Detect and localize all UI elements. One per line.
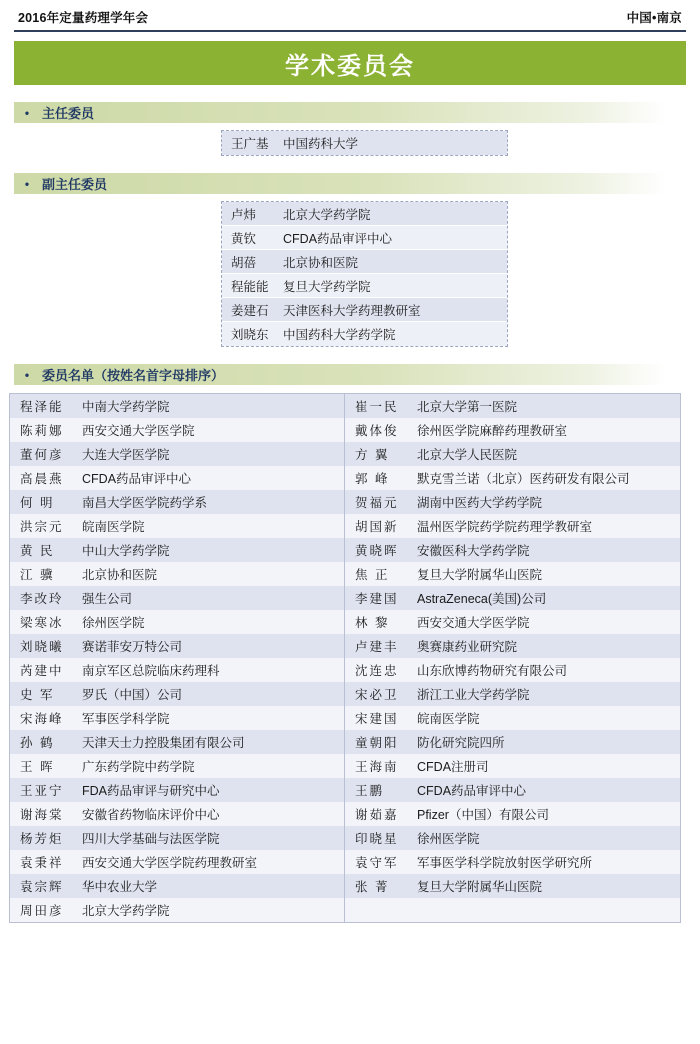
section-header-members [14,364,666,385]
list-item [222,226,507,250]
table-cell [345,754,680,778]
member-org: 西安交通大学医学院药理教研室 [82,856,258,870]
list-item [222,250,507,274]
member-name: 袁守军 [355,856,399,870]
member-name: 杨芳炬 [20,832,64,846]
member-org: 奥赛康药业研究院 [417,640,518,654]
member-name: 高晨燕 [20,472,64,486]
table-cell [345,850,680,874]
member-name: 黄晓晖 [355,544,399,558]
member-org: 北京协和医院 [283,255,359,270]
table-cell [345,658,680,682]
table-cell [345,826,680,850]
table-cell [345,706,680,730]
member-org: 湖南中医药大学药学院 [417,496,543,510]
member-org: 北京大学药学院 [82,904,170,918]
member-name: 卢建丰 [355,640,399,654]
table-row [10,610,680,634]
table-cell [10,778,345,802]
member-name: 陈莉娜 [20,424,64,438]
member-org: 皖南医学院 [82,520,145,534]
table-cell [10,466,345,490]
member-name: 谢海棠 [20,808,64,822]
member-name: 王 晖 [20,760,55,774]
table-row [10,706,680,730]
member-name: 何 明 [20,496,55,510]
table-row [10,586,680,610]
table-cell [10,754,345,778]
member-org: 安徽省药物临床评价中心 [82,808,220,822]
member-org: 默克雪兰诺（北京）医药研发有限公司 [417,472,630,486]
section-label-members: 委员名单（按姓名首字母排序） [42,368,225,383]
list-item [222,274,507,298]
page-title: 学术委员会 [14,41,686,85]
member-org: AstraZeneca(美国)公司 [417,592,547,606]
member-name: 王海南 [355,760,399,774]
bullet-icon: • [24,105,30,120]
member-name: 袁秉祥 [20,856,64,870]
member-name: 姜建石 [231,303,269,318]
bullet-icon: • [24,176,30,191]
member-org: 中国药科大学药学院 [283,328,396,342]
member-name: 谢茹嘉 [355,808,399,822]
page-header [14,0,686,32]
table-cell [10,418,345,442]
member-name: 李建国 [355,592,399,606]
table-row [10,418,680,442]
table-row [10,778,680,802]
member-name: 李改玲 [20,592,64,606]
list-item [222,322,507,346]
member-org: FDA药品审评与研究中心 [82,784,220,798]
table-cell [10,634,345,658]
table-cell [345,562,680,586]
member-org: CFDA药品审评中心 [82,472,192,486]
member-name: 江 骥 [20,568,55,582]
table-cell [345,538,680,562]
member-name: 胡蓓 [231,255,257,270]
member-name: 郭 峰 [355,472,390,486]
table-row [10,634,680,658]
section-header-chair [14,102,666,123]
table-cell [345,418,680,442]
member-name: 王亚宁 [20,784,64,798]
member-org: 天津医科大学药理教研室 [283,303,421,318]
member-org: 广东药学院中药学院 [82,760,195,774]
member-org: 军事医学科学院放射医学研究所 [417,856,593,870]
table-row [10,802,680,826]
member-name: 王鹏 [355,784,385,798]
member-name: 孙 鹤 [20,736,55,750]
member-name: 刘晓曦 [20,640,64,654]
member-name: 贺福元 [355,496,399,510]
member-org: 西安交通大学医学院 [82,424,195,438]
table-cell [10,802,345,826]
table-cell [345,730,680,754]
member-name: 洪宗元 [20,520,64,534]
member-name: 林 黎 [355,616,390,630]
table-row [10,466,680,490]
header-location: 中国•南京 [626,11,682,25]
table-row [10,538,680,562]
member-org: 复旦大学附属华山医院 [417,568,543,582]
member-org: 华中农业大学 [82,880,158,894]
table-cell [10,730,345,754]
member-name: 程能能 [231,279,269,294]
table-cell [10,682,345,706]
member-name: 梁寒冰 [20,616,64,630]
member-org: 西安交通大学医学院 [417,616,530,630]
member-name: 刘晓东 [231,328,269,342]
member-name: 袁宗辉 [20,880,64,894]
member-name: 史 军 [20,688,55,702]
member-org: 赛诺菲安万特公司 [82,640,183,654]
table-row [10,898,680,922]
section-label-vice-chair: 副主任委员 [42,177,108,192]
table-row [10,490,680,514]
member-org: 南昌大学医学院药学系 [82,496,208,510]
member-name: 芮建中 [20,664,64,678]
member-org: 温州医学院药学院药理学教研室 [417,520,593,534]
table-cell [345,802,680,826]
member-org: 中国药科大学 [283,137,359,151]
table-cell [10,658,345,682]
table-row [10,730,680,754]
table-cell [10,610,345,634]
member-org: 中山大学药学院 [82,544,170,558]
table-cell [345,394,680,418]
member-org: 北京大学人民医院 [417,448,518,462]
member-name: 方 翼 [355,448,390,462]
member-name: 戴体俊 [355,424,399,438]
table-cell [10,394,345,418]
member-name: 沈连忠 [355,664,399,678]
member-org: 徐州医学院 [417,832,480,846]
member-name: 童朝阳 [355,736,399,750]
header-conference-name: 2016年定量药理学年会 [18,11,149,25]
member-org: 北京大学第一医院 [417,400,518,414]
member-org: 安徽医科大学药学院 [417,544,530,558]
section-header-vice-chair [14,173,666,194]
table-cell [10,706,345,730]
member-org: 南京军区总院临床药理科 [82,664,220,678]
table-cell [10,562,345,586]
member-org: 北京大学药学院 [283,207,371,222]
member-name: 印晓星 [355,832,399,846]
member-name: 胡国新 [355,520,399,534]
table-cell [345,586,680,610]
member-org: 防化研究院四所 [417,736,505,750]
chair-member-box [221,130,508,156]
table-cell [10,898,345,922]
member-name: 卢炜 [231,207,257,222]
member-name: 张 菁 [355,880,390,894]
member-org: 徐州医学院 [82,616,145,630]
table-row [10,850,680,874]
member-name: 崔一民 [355,400,399,414]
table-cell [345,610,680,634]
table-cell [10,442,345,466]
table-row [10,682,680,706]
member-org: 皖南医学院 [417,712,480,726]
member-name: 宋建国 [355,712,399,726]
member-org: 罗氏（中国）公司 [82,688,183,702]
table-cell [10,490,345,514]
member-org: 四川大学基础与法医学院 [82,832,220,846]
table-row [10,754,680,778]
member-name: 程泽能 [20,400,64,414]
table-cell [345,634,680,658]
table-cell [10,586,345,610]
member-org: CFDA注册司 [417,760,489,774]
table-cell [345,466,680,490]
member-org: CFDA药品审评中心 [283,231,393,246]
table-cell [345,442,680,466]
table-row [10,394,680,418]
table-cell [345,874,680,898]
table-row [10,826,680,850]
member-name: 董何彦 [20,448,64,462]
member-org: 天津天士力控股集团有限公司 [82,736,245,750]
table-cell [10,850,345,874]
member-org: 北京协和医院 [82,568,158,582]
bullet-icon: • [24,367,30,382]
member-org: Pfizer（中国）有限公司 [417,808,549,822]
member-name: 宋必卫 [355,688,399,702]
list-item [222,298,507,322]
member-org: 山东欣博药物研究有限公司 [417,664,568,678]
member-name: 周田彦 [20,904,64,918]
vice-chair-member-box [221,201,508,347]
member-org: 军事医学科学院 [82,712,170,726]
table-cell [10,538,345,562]
table-cell [345,898,680,922]
members-table [9,393,681,923]
member-org: 中南大学药学院 [82,400,170,414]
table-row [10,562,680,586]
member-org: 强生公司 [82,592,133,606]
table-cell [10,826,345,850]
member-org: 浙江工业大学药学院 [417,688,530,702]
member-name: 王广基 [231,137,269,151]
table-row [10,514,680,538]
section-label-chair: 主任委员 [42,106,95,121]
table-cell [10,874,345,898]
table-row [10,874,680,898]
list-item [222,131,507,155]
table-cell [345,490,680,514]
member-org: 徐州医学院麻醉药理教研室 [417,424,568,438]
table-row [10,658,680,682]
table-row [10,442,680,466]
table-cell [345,514,680,538]
member-org: 大连大学医学院 [82,448,170,462]
member-name: 黄 民 [20,544,55,558]
member-name: 宋海峰 [20,712,64,726]
table-cell [345,682,680,706]
table-cell [10,514,345,538]
table-cell [345,778,680,802]
member-name: 焦 正 [355,568,390,582]
member-org: 复旦大学药学院 [283,279,371,294]
member-org: CFDA药品审评中心 [417,784,527,798]
member-org: 复旦大学附属华山医院 [417,880,543,894]
list-item [222,202,507,226]
member-name: 黄钦 [231,231,257,246]
